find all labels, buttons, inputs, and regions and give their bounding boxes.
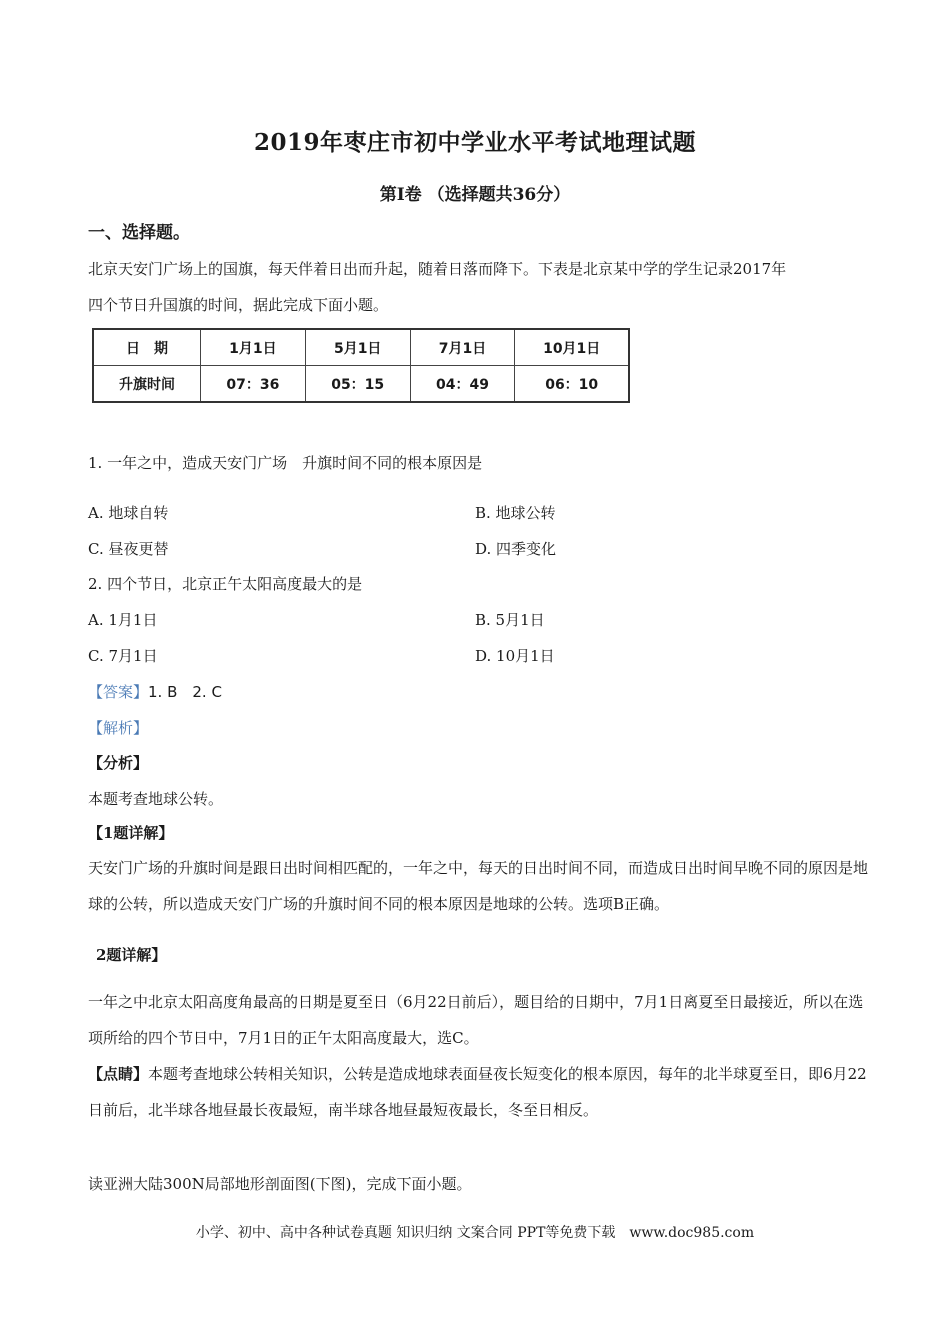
dianjing-label: 【点睛】 [88,1065,149,1083]
detail-1-label: 【1题详解】 [88,824,174,842]
q2-option-d: D. 10月1日 [475,647,555,665]
question-1-stem: 1. 一年之中，造成天安门广场 升旗时间不同的根本原因是 [88,454,483,472]
intro-line-2: 四个节日升国旗的时间，据此完成下面小题。 [88,296,389,314]
q2-option-c: C. 7月1日 [88,647,158,665]
q1-option-b: B. 地球公转 [475,504,556,522]
intro-line-1: 北京天安门广场上的国旗，每天伴着日出而升起，随着日落而降下。下表是北京某中学的学生记录2017年 [88,260,787,278]
answer-value: 1. B 2. C [148,683,222,701]
page-footer: 小学、初中、高中各种试卷真题 知识归纳 文案合同 PPT等免费下载 www.doc985.com [195,1225,755,1241]
table-time-cell: 06：10 [515,366,629,403]
table-time-cell: 07：36 [201,366,306,403]
table-row [93,366,629,403]
table-time-cell: 04：49 [410,366,515,403]
detail-2-label: 2题详解】 [96,946,167,964]
table-date-cell: 5月1日 [305,329,410,366]
q2-option-b: B. 5月1日 [475,611,545,629]
dianjing-text: 本题考查地球公转相关知识，公转是造成地球表面昼夜长短变化的根本原因，每年的北半球夏至日，即6月22日前后，北半球各地昼最长夜最短，南半球各地昼最短夜最长，冬至日相反。 [88,1065,867,1119]
table-date-cell: 10月1日 [515,329,629,366]
flag-raising-table [92,328,630,403]
table-time-cell: 05：15 [305,366,410,403]
page-title: 2019年枣庄市初中学业水平考试地理试题 [253,129,696,156]
section-heading: 一、选择题。 [88,223,190,243]
table-date-cell: 7月1日 [410,329,515,366]
detail-1-text: 天安门广场的升旗时间是跟日出时间相匹配的，一年之中，每天的日出时间不同，而造成日出时间早晚不同的原因是地球的公转，所以造成天安门广场的升旗时间不同的根本原因是地球的公转。选项B正确。 [88,859,869,913]
table-header-cell: 升旗时间 [93,366,201,403]
fenxi-label: 【分析】 [88,754,149,772]
answer-line [88,681,222,702]
analysis-label: 【解析】 [88,719,149,737]
dianjing-paragraph [88,1056,868,1128]
q1-option-c: C. 昼夜更替 [88,540,169,558]
answer-label: 【答案】 [88,683,149,701]
next-question-intro: 读亚洲大陆300N局部地形剖面图(下图)，完成下面小题。 [88,1175,472,1193]
question-2-stem: 2. 四个节日，北京正午太阳高度最大的是 [88,575,363,593]
section-subtitle: 第Ⅰ卷 （选择题共36分） [379,185,571,205]
q1-option-d: D. 四季变化 [475,540,557,558]
q1-option-a: A. 地球自转 [88,504,169,522]
table-header-cell: 日 期 [93,329,201,366]
fenxi-text: 本题考查地球公转。 [88,790,224,808]
q2-option-a: A. 1月1日 [88,611,158,629]
table-date-cell: 1月1日 [201,329,306,366]
detail-2-text: 一年之中北京太阳高度角最高的日期是夏至日（6月22日前后），题目给的日期中，7月1日离夏至日最接近，所以在选项所给的四个节日中，7月1日的正午太阳高度最大，选C。 [88,993,864,1047]
table-row [93,329,629,366]
